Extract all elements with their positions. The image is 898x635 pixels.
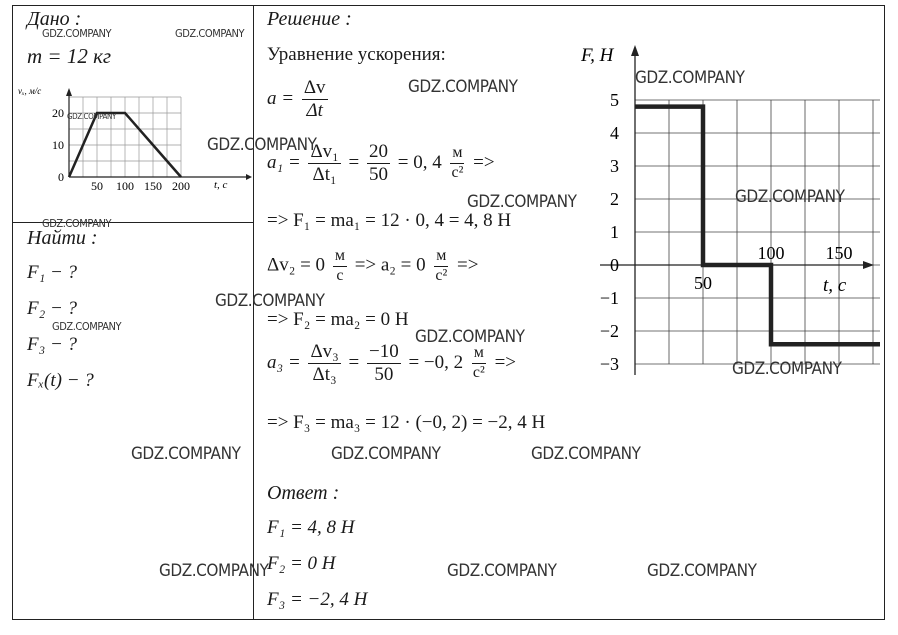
velocity-x-arrow (246, 174, 252, 180)
watermark: GDZ.COMPANY (408, 77, 518, 97)
force-y-tick: 2 (610, 189, 619, 209)
f1-equation: => F₁ = ma₁ = 12 · 0, 4 = 4, 8 Н (267, 210, 512, 231)
watermark: GDZ.COMPANY (735, 187, 845, 207)
force-series-line (635, 107, 880, 345)
watermark: GDZ.COMPANY (531, 444, 641, 464)
force-x-arrow (863, 261, 874, 269)
force-graph (575, 40, 880, 380)
force-grid (635, 100, 880, 364)
velocity-x-tick: 50 (91, 179, 103, 190)
force-y-tick: 1 (610, 222, 619, 242)
watermark: GDZ.COMPANY (635, 68, 745, 88)
find-item: Fₓ(t) − ? (27, 370, 94, 391)
watermark: GDZ.COMPANY (215, 291, 325, 311)
velocity-y-tick: 20 (52, 106, 64, 120)
a3-equation: a₃ = $\frac{\text{Δv₃}}{\text{Δt₃}}$ = $\frac{-10}{50}$ = −0, 2 $\frac{м}{\text{c²}}$ => (267, 341, 516, 385)
force-y-tick: 3 (610, 156, 619, 176)
find-item: F₁ − ? (27, 262, 78, 283)
given-heading: Дано : (27, 8, 82, 30)
velocity-y-tick: 0 (58, 170, 64, 184)
watermark: GDZ.COMPANY (52, 320, 122, 333)
velocity-x-ticks (91, 179, 190, 190)
answer-item: F₁ = 4, 8 Н (267, 517, 355, 538)
velocity-y-arrow (66, 88, 72, 96)
answer-item: F₃ = −2, 4 Н (267, 589, 368, 610)
watermark: GDZ.COMPANY (647, 561, 757, 581)
answer-heading: Ответ : (267, 482, 340, 504)
given-mass: m = 12 кг (27, 44, 112, 68)
velocity-y-ticks (52, 106, 64, 184)
force-y-arrow (631, 45, 639, 56)
force-y-tick: 4 (610, 123, 619, 143)
force-y-tick: 0 (610, 255, 619, 275)
solution-heading: Решение : (267, 8, 352, 30)
find-item: F₃ − ? (27, 334, 78, 355)
watermark: GDZ.COMPANY (415, 327, 525, 347)
f3-equation: => F₃ = ma₃ = 12 · (−0, 2) = −2, 4 Н (267, 412, 546, 433)
force-y-ticks (600, 90, 619, 374)
accel-formula: a = $\frac{\Delta v}{\Delta t}$ (267, 77, 326, 121)
force-line (635, 107, 880, 345)
watermark: GDZ.COMPANY (447, 561, 557, 581)
force-y-label: F, Н (581, 45, 614, 66)
velocity-x-tick: 100 (116, 179, 134, 190)
column-divider (253, 5, 254, 620)
force-x-tick: 100 (757, 243, 785, 263)
f2-equation: => F₂ = ma₂ = 0 Н (267, 309, 409, 330)
velocity-x-tick: 200 (172, 179, 190, 190)
watermark: GDZ.COMPANY (42, 27, 112, 40)
watermark: GDZ.COMPANY (175, 27, 245, 40)
force-y-tick: 5 (610, 90, 619, 110)
a2-equation: Δv₂ = 0 $\frac{м}{c}$ => a₂ = 0 $\frac{м}{\text{c²}}$ => (267, 247, 479, 284)
find-heading: Найти : (27, 227, 98, 249)
force-x-label: t, с (823, 275, 847, 296)
force-y-tick: −3 (599, 354, 619, 374)
velocity-y-tick: 10 (52, 138, 64, 152)
force-x-ticks (694, 243, 880, 293)
watermark: GDZ.COMPANY (159, 561, 269, 581)
force-y-tick: −1 (599, 288, 619, 308)
watermark: GDZ.COMPANY (331, 444, 441, 464)
velocity-x-tick: 150 (144, 179, 162, 190)
force-x-tick: 50 (694, 273, 712, 293)
answer-item: F₂ = 0 Н (267, 553, 336, 574)
force-y-tick: −2 (599, 321, 619, 341)
solution-intro: Уравнение ускорения: (267, 44, 446, 65)
watermark: GDZ.COMPANY (131, 444, 241, 464)
velocity-x-label: t, с (214, 179, 228, 190)
watermark: GDZ.COMPANY (732, 359, 842, 379)
velocity-y-label: vₓ, м/с (18, 86, 42, 96)
a1-equation: a₁ = $\frac{\text{Δv₁}}{\text{Δt₁}}$ = $\frac{20}{50}$ = 0, 4 $\frac{м}{\text{c²}}$ => (267, 141, 495, 185)
find-item: F₂ − ? (27, 298, 78, 319)
watermark: GDZ.COMPANY (67, 112, 116, 121)
watermark: GDZ.COMPANY (42, 217, 112, 230)
force-x-tick: 150 (825, 243, 853, 263)
watermark: GDZ.COMPANY (467, 192, 577, 212)
watermark: GDZ.COMPANY (207, 135, 317, 155)
